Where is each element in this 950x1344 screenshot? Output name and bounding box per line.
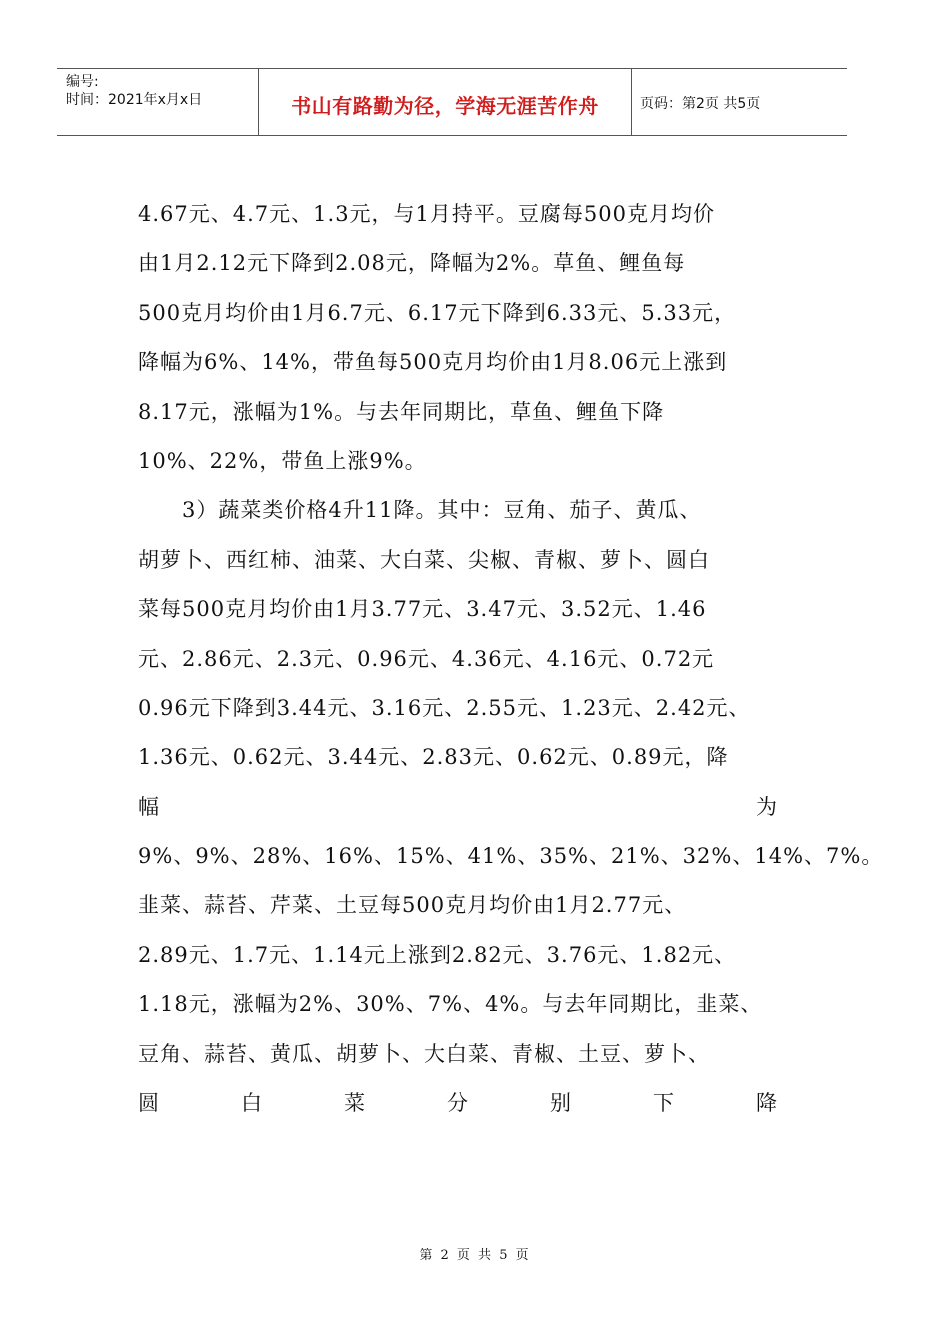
header-page-label: 页码：第2页 共5页 bbox=[640, 96, 761, 112]
body-line: 9%、9%、28%、16%、15%、41%、35%、21%、32%、14%、7%。 bbox=[138, 844, 884, 869]
body-line: 豆角、蒜苔、黄瓜、胡萝卜、大白菜、青椒、土豆、萝卜、 bbox=[138, 1041, 710, 1066]
body-line: 10%、22%，带鱼上涨9%。 bbox=[138, 448, 427, 473]
body-line: 菜每500克月均价由1月3.77元、3.47元、3.52元、1.46 bbox=[138, 597, 707, 622]
body-line: 1.36元、0.62元、3.44元、2.83元、0.62元、0.89元，降 bbox=[138, 745, 729, 770]
body-line-indented: 3）蔬菜类价格4升11降。其中：豆角、茄子、黄瓜、 bbox=[182, 498, 702, 523]
body-line: 由1月2.12元下降到2.08元，降幅为2%。草鱼、鲤鱼每 bbox=[138, 251, 686, 276]
document-body bbox=[138, 190, 884, 1128]
body-line: 元、2.86元、2.3元、0.96元、4.36元、4.16元、0.72元 bbox=[138, 646, 715, 671]
document-time-label: 时间：2021年x月x日 bbox=[66, 92, 203, 108]
body-line: 0.96元下降到3.44元、3.16元、2.55元、1.23元、2.42元、 bbox=[138, 695, 751, 720]
header-motto: 书山有路勤为径，学海无涯苦作舟 bbox=[291, 93, 599, 118]
body-line: 4.67元、4.7元、1.3元，与1月持平。豆腐每500克月均价 bbox=[138, 202, 715, 226]
body-line: 降幅为6%、14%，带鱼每500克月均价由1月8.06元上涨到 bbox=[138, 350, 728, 375]
document-number-label: 编号: bbox=[66, 74, 99, 90]
body-line: 1.18元，涨幅为2%、30%、7%、4%。与去年同期比，韭菜、 bbox=[138, 992, 763, 1017]
body-line: 500克月均价由1月6.7元、6.17元下降到6.33元、5.33元， bbox=[138, 300, 737, 325]
header-page-info bbox=[632, 69, 847, 135]
body-line-justified: 幅为 bbox=[138, 794, 778, 819]
header-meta bbox=[57, 69, 258, 135]
page-header bbox=[57, 68, 847, 136]
body-line: 8.17元，涨幅为1%。与去年同期比，草鱼、鲤鱼下降 bbox=[138, 399, 665, 424]
body-line: 胡萝卜、西红柿、油菜、大白菜、尖椒、青椒、萝卜、圆白 bbox=[138, 547, 710, 572]
body-line: 韭菜、蒜苔、芹菜、土豆每500克月均价由1月2.77元、 bbox=[138, 893, 687, 918]
header-motto-cell bbox=[258, 69, 632, 135]
page-footer: 第 2 页 共 5 页 bbox=[419, 1248, 531, 1263]
body-line: 2.89元、1.7元、1.14元上涨到2.82元、3.76元、1.82元、 bbox=[138, 942, 737, 967]
body-line-justified: 圆白菜分别下降 bbox=[138, 1091, 778, 1116]
